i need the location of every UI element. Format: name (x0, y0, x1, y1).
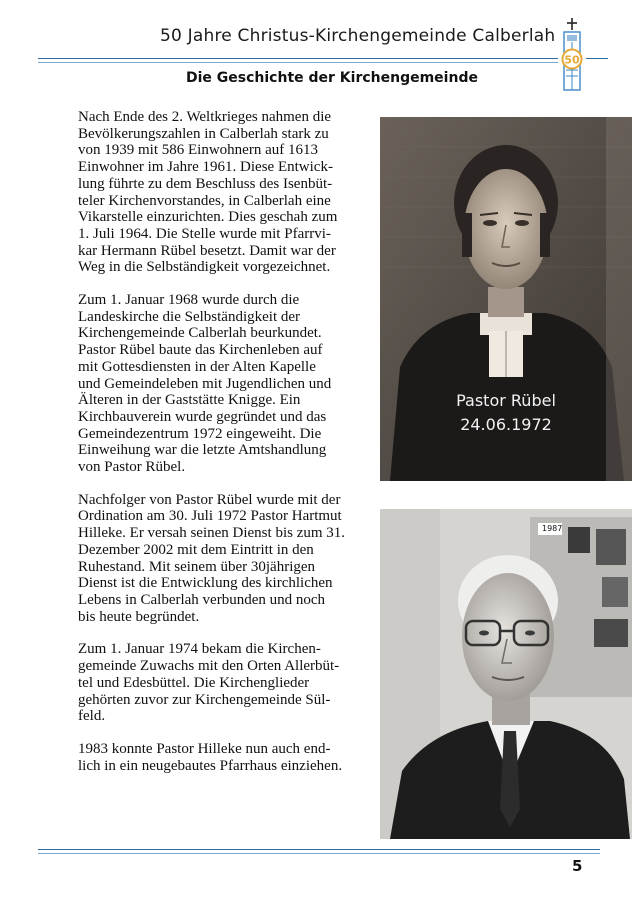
paragraph-1: Nach Ende des 2. Weltkrieges nahmen die Bevölkerungszahlen in Calberlah stark zu von 1939 mit 586 Einwohnern auf 1613 Einwohner im Jahre 1961. Diese Entwick- lung führte zu dem Beschluss des Isenbüt- teler Kirchenvorstandes, in Calberlah eine Vikarstelle einzurichten. Dies geschah zum 1. Juli 1964. Die Stelle wurde mit Pfarrvi- kar Hermann Rübel besetzt. Damit war der Weg in die Selbständigkeit vorgezeichnet. (78, 109, 338, 276)
footer-rule-bottom (38, 853, 600, 854)
sign-number: 1987 (542, 524, 563, 533)
paragraph-2: Zum 1. Januar 1968 wurde durch die Landeskirche die Selbständigkeit der Kirchengemeinde Calberlah beurkundet. Pastor Rübel baute das Kirchenleben auf mit Gottesdiensten in der Alten Kapelle und Gemeindeleben mit Jugendlichen und Älteren in der Gaststätte Knigge. Ein Kirchbauverein wurde gegründet und das Gemeindezentrum 1972 eingeweiht. Die Einweihung war die letzte Amtshandlung von Pastor Rübel. (78, 292, 332, 476)
page-number: 5 (572, 857, 583, 875)
section-title: Die Geschichte der Kirchengemeinde (186, 70, 478, 86)
photo-pastor-ruebel (380, 117, 632, 481)
photo-caption-name: Pastor Rübel (456, 391, 556, 410)
footer-rule-top (38, 849, 600, 850)
paragraph-4: Zum 1. Januar 1974 bekam die Kirchen- gemeinde Zuwachs mit den Orten Allerbüt- tel und Edesbüttel. Die Kirchenglieder gehörten zuvor zur Kirchengemeinde Sül- feld. (78, 641, 340, 725)
header-title: 50 Jahre Christus-Kirchengemeinde Calberlah (160, 26, 556, 46)
logo-number: 50 (564, 53, 580, 67)
header-rule-top (38, 58, 558, 59)
photo-caption-date: 24.06.1972 (460, 415, 552, 434)
church-50-logo (555, 18, 589, 92)
header-rule-bottom (38, 62, 558, 63)
portrait-hilleke-illustration (380, 509, 632, 839)
photo-pastor-hilleke (380, 509, 632, 839)
paragraph-3: Nachfolger von Pastor Rübel wurde mit der Ordination am 30. Juli 1972 Pastor Hartmut Hilleke. Er versah seinen Dienst bis zum 31. Dezember 2002 mit dem Eintritt in den Ruhestand. Mit seinem über 30jährigen Dienst ist die Entwicklung des kirchlichen Lebens in Calberlah verbunden und noch bis heute begründet. (78, 491, 346, 625)
header-rule-right (586, 58, 608, 59)
article-text (78, 109, 374, 790)
paragraph-5: 1983 konnte Pastor Hilleke nun auch end- lich in ein neugebautes Pfarrhaus einziehen. (78, 740, 343, 774)
